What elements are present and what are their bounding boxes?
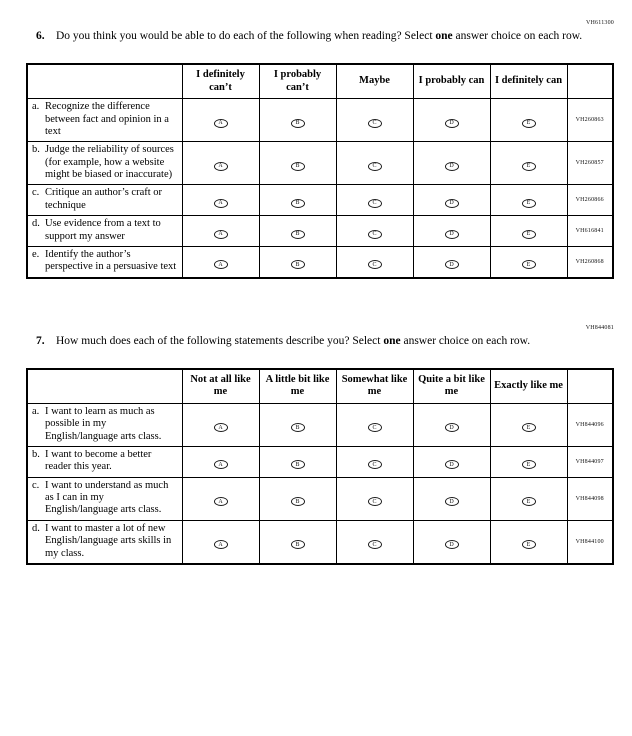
answer-bubble[interactable]: A (214, 497, 228, 506)
answer-bubble[interactable]: D (445, 260, 459, 269)
answer-bubble[interactable]: E (522, 423, 536, 432)
answer-bubble[interactable]: A (214, 540, 228, 549)
answer-cell (336, 142, 413, 185)
item-code: VH844100 (567, 520, 613, 564)
answer-cell (413, 520, 490, 564)
corner-cell (27, 369, 182, 404)
answer-bubble[interactable]: D (445, 119, 459, 128)
table-row (27, 403, 613, 446)
answer-cell (413, 246, 490, 277)
answer-bubble[interactable]: E (522, 199, 536, 208)
column-header: Exactly like me (490, 369, 567, 404)
item-code: VH844098 (567, 477, 613, 520)
table-row (27, 142, 613, 185)
answer-bubble[interactable]: A (214, 199, 228, 208)
answer-bubble[interactable]: B (291, 497, 305, 506)
answer-bubble[interactable]: B (291, 260, 305, 269)
answer-cell (413, 446, 490, 477)
answer-cell (182, 477, 259, 520)
answer-bubble[interactable]: E (522, 460, 536, 469)
column-header: I definitely can’t (182, 64, 259, 99)
row-statement: Use evidence from a text to support my answer (45, 218, 161, 242)
row-label (27, 246, 182, 277)
row-statement: I want to become a better reader this year. (45, 448, 152, 473)
row-statement: Judge the reliability of sources (for example, how a website might be biased or inaccurate) (45, 144, 174, 180)
table-row (27, 520, 613, 564)
answer-cell (336, 185, 413, 216)
answer-cell (182, 520, 259, 564)
table-row (27, 446, 613, 477)
question-6-response-matrix (26, 63, 614, 279)
row-label (27, 520, 182, 564)
answer-bubble[interactable]: C (368, 260, 382, 269)
row-label (27, 99, 182, 142)
answer-bubble[interactable]: B (291, 199, 305, 208)
table-row (27, 477, 613, 520)
answer-bubble[interactable]: A (214, 423, 228, 432)
column-header: I definitely can (490, 64, 567, 99)
answer-cell (413, 216, 490, 247)
answer-bubble[interactable]: E (522, 540, 536, 549)
answer-bubble[interactable]: C (368, 119, 382, 128)
row-letter: b. (32, 144, 40, 156)
answer-bubble[interactable]: C (368, 497, 382, 506)
row-letter: a. (32, 101, 40, 113)
answer-cell (490, 403, 567, 446)
answer-cell (413, 403, 490, 446)
answer-cell (182, 142, 259, 185)
table-row (27, 185, 613, 216)
question-7-response-matrix (26, 368, 614, 565)
answer-bubble[interactable]: C (368, 162, 382, 171)
row-statement: I want to master a lot of new English/language arts skills in my class. (45, 522, 172, 559)
question-6-section (26, 20, 614, 279)
question-7-prompt (26, 334, 614, 349)
row-letter: c. (32, 479, 40, 491)
answer-cell (182, 246, 259, 277)
corner-cell (27, 64, 182, 99)
row-statement: Recognize the difference between fact and opinion in a text (45, 101, 169, 137)
row-statement: Critique an author’s craft or technique (45, 187, 163, 211)
answer-cell (259, 99, 336, 142)
question-6-number: 6. (36, 30, 45, 42)
question-7-number: 7. (36, 334, 45, 347)
answer-cell (259, 403, 336, 446)
item-code: VH260857 (567, 142, 613, 185)
answer-bubble[interactable]: E (522, 497, 536, 506)
answer-bubble[interactable]: D (445, 230, 459, 239)
answer-cell (490, 446, 567, 477)
answer-bubble[interactable]: A (214, 260, 228, 269)
row-label (27, 216, 182, 247)
row-statement: I want to learn as much as possible in my English/language arts class. (45, 405, 162, 442)
answer-bubble[interactable]: C (368, 230, 382, 239)
question-7-accession-code: VH844081 (585, 324, 614, 331)
row-letter: c. (32, 187, 40, 199)
question-7-text: How much does each of the following statements describe you? Select one answer choice on each row. (56, 334, 531, 347)
item-code: VH260863 (567, 99, 613, 142)
table-row (27, 99, 613, 142)
answer-cell (490, 246, 567, 277)
answer-cell (490, 477, 567, 520)
answer-cell (259, 446, 336, 477)
answer-bubble[interactable]: D (445, 162, 459, 171)
item-code: VH260868 (567, 246, 613, 277)
answer-bubble[interactable]: D (445, 423, 459, 432)
answer-bubble[interactable]: B (291, 423, 305, 432)
answer-bubble[interactable]: D (445, 497, 459, 506)
answer-bubble[interactable]: E (522, 230, 536, 239)
header-row (27, 64, 613, 99)
answer-bubble[interactable]: E (522, 119, 536, 128)
answer-cell (336, 446, 413, 477)
answer-cell (413, 185, 490, 216)
answer-bubble[interactable]: E (522, 162, 536, 171)
column-header: Quite a bit like me (413, 369, 490, 404)
answer-bubble[interactable]: C (368, 199, 382, 208)
row-letter: a. (32, 405, 40, 417)
answer-bubble[interactable]: D (445, 199, 459, 208)
answer-bubble[interactable]: B (291, 540, 305, 549)
answer-cell (413, 99, 490, 142)
answer-cell (336, 99, 413, 142)
answer-bubble[interactable]: C (368, 423, 382, 432)
row-label (27, 185, 182, 216)
answer-bubble[interactable]: A (214, 162, 228, 171)
column-header: Somewhat like me (336, 369, 413, 404)
question-6-text: Do you think you would be able to do each of the following when reading? Select one answer choice on each row. (56, 30, 583, 42)
answer-cell (182, 99, 259, 142)
header-row (27, 369, 613, 404)
answer-bubble[interactable]: A (214, 460, 228, 469)
table-row (27, 246, 613, 277)
item-code: VH844097 (567, 446, 613, 477)
answer-cell (336, 216, 413, 247)
question-6-prompt (26, 29, 614, 44)
row-label (27, 403, 182, 446)
answer-cell (259, 477, 336, 520)
answer-cell (336, 403, 413, 446)
item-code: VH616841 (567, 216, 613, 247)
question-6-accession-code: VH611300 (585, 20, 614, 26)
code-column-header (567, 64, 613, 99)
answer-cell (182, 185, 259, 216)
row-label (27, 477, 182, 520)
answer-cell (182, 403, 259, 446)
answer-cell (490, 185, 567, 216)
answer-cell (336, 520, 413, 564)
answer-bubble[interactable]: A (214, 119, 228, 128)
row-letter: b. (32, 448, 40, 460)
answer-cell (490, 216, 567, 247)
answer-bubble[interactable]: D (445, 540, 459, 549)
column-header: Not at all like me (182, 369, 259, 404)
answer-cell (182, 446, 259, 477)
column-header: I probably can’t (259, 64, 336, 99)
answer-bubble[interactable]: D (445, 460, 459, 469)
row-letter: d. (32, 218, 40, 230)
answer-cell (259, 216, 336, 247)
item-code: VH260866 (567, 185, 613, 216)
item-code: VH844096 (567, 403, 613, 446)
table-row (27, 216, 613, 247)
answer-cell (336, 246, 413, 277)
answer-bubble[interactable]: B (291, 119, 305, 128)
question-7-section (26, 325, 614, 565)
answer-bubble[interactable]: B (291, 460, 305, 469)
answer-cell (413, 142, 490, 185)
answer-cell (336, 477, 413, 520)
answer-cell (490, 99, 567, 142)
answer-cell (259, 142, 336, 185)
answer-cell (182, 216, 259, 247)
answer-bubble[interactable]: C (368, 460, 382, 469)
answer-cell (259, 185, 336, 216)
code-column-header (567, 369, 613, 404)
row-letter: e. (32, 248, 40, 260)
answer-cell (259, 520, 336, 564)
row-label (27, 446, 182, 477)
answer-cell (259, 246, 336, 277)
row-letter: d. (32, 522, 40, 534)
answer-bubble[interactable]: C (368, 540, 382, 549)
answer-bubble[interactable]: E (522, 260, 536, 269)
answer-cell (490, 142, 567, 185)
column-header: Maybe (336, 64, 413, 99)
row-statement: Identify the author’s perspective in a persuasive text (45, 248, 177, 273)
answer-bubble[interactable]: B (291, 230, 305, 239)
answer-bubble[interactable]: B (291, 162, 305, 171)
row-statement: I want to understand as much as I can in my English/language arts class. (45, 479, 169, 516)
column-header: I probably can (413, 64, 490, 99)
answer-cell (490, 520, 567, 564)
row-label (27, 142, 182, 185)
answer-cell (413, 477, 490, 520)
answer-bubble[interactable]: A (214, 230, 228, 239)
column-header: A little bit like me (259, 369, 336, 404)
